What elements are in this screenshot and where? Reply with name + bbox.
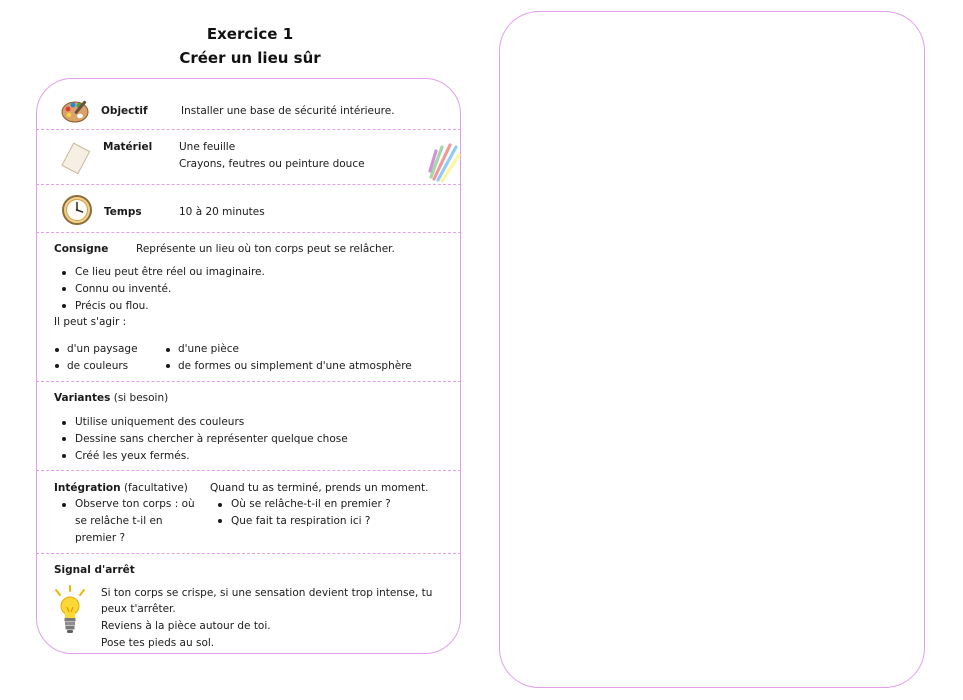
integration-heading bbox=[54, 480, 188, 497]
list-item: Où se relâche-t-il en premier ? bbox=[211, 496, 391, 513]
consigne-col-2 bbox=[165, 341, 412, 375]
consigne-intro: Il peut s'agir : bbox=[54, 316, 127, 328]
list-item: d'un paysage bbox=[54, 341, 138, 358]
list-item: Créé les yeux fermés. bbox=[55, 448, 348, 465]
divider bbox=[36, 129, 461, 130]
objectif-text: Installer une base de sécurité intérieure. bbox=[181, 105, 395, 117]
palette-icon bbox=[61, 98, 93, 124]
clock-icon bbox=[61, 194, 93, 226]
list-item: Connu ou inventé. bbox=[55, 281, 265, 298]
paper-icon bbox=[61, 142, 93, 176]
divider bbox=[36, 184, 461, 185]
signal-label: Signal d'arrêt bbox=[54, 564, 135, 576]
integration-label: Intégration bbox=[54, 482, 121, 494]
signal-line-4: Pose tes pieds au sol. bbox=[101, 637, 215, 649]
integration-left-line-2: se relâche t-il en bbox=[75, 514, 163, 527]
list-item: de couleurs bbox=[54, 358, 138, 375]
divider bbox=[36, 470, 461, 471]
divider bbox=[36, 232, 461, 233]
consigne-bullets bbox=[55, 264, 265, 314]
materiel-line-2: Crayons, feutres ou peinture douce bbox=[179, 158, 365, 170]
variantes-bullets bbox=[55, 414, 348, 464]
empty-drawing-card bbox=[499, 11, 925, 688]
integration-intro: Quand tu as terminé, prends un moment. bbox=[210, 482, 429, 494]
signal-line-2: peux t'arrêter. bbox=[101, 603, 176, 615]
list-item: Que fait ta respiration ici ? bbox=[211, 513, 391, 530]
materiel-label: Matériel bbox=[103, 141, 153, 153]
integration-left-bullet bbox=[55, 496, 195, 546]
integration-left-line-1: Observe ton corps : où bbox=[75, 498, 195, 510]
variantes-note: (si besoin) bbox=[113, 392, 169, 404]
variantes-heading bbox=[54, 390, 168, 407]
integration-left-line-3: premier ? bbox=[75, 531, 126, 544]
variantes-label: Variantes bbox=[54, 392, 111, 404]
consigne-col-1 bbox=[54, 341, 138, 375]
list-item: Utilise uniquement des couleurs bbox=[55, 414, 348, 431]
consigne-text: Représente un lieu où ton corps peut se relâcher. bbox=[136, 243, 395, 255]
list-item: d'une pièce bbox=[165, 341, 412, 358]
list-item: Ce lieu peut être réel ou imaginaire. bbox=[55, 264, 265, 281]
list-item: Précis ou flou. bbox=[55, 298, 265, 315]
exercise-number: Exercice 1 bbox=[206, 25, 294, 43]
lightbulb-icon bbox=[53, 585, 87, 637]
list-item: de formes ou simplement d'une atmosphère bbox=[165, 358, 412, 375]
page-title: Créer un lieu sûr bbox=[179, 49, 321, 67]
signal-line-3: Reviens à la pièce autour de toi. bbox=[101, 620, 271, 632]
temps-label: Temps bbox=[104, 206, 142, 218]
list-item: Dessine sans chercher à représenter quelque chose bbox=[55, 431, 348, 448]
materiel-line-1: Une feuille bbox=[179, 141, 236, 153]
list-item bbox=[55, 496, 195, 546]
objectif-label: Objectif bbox=[101, 105, 148, 117]
consigne-label: Consigne bbox=[54, 243, 109, 255]
signal-line-1: Si ton corps se crispe, si une sensation devient trop intense, tu bbox=[101, 587, 433, 599]
colored-pencils-icon bbox=[428, 141, 462, 183]
temps-text: 10 à 20 minutes bbox=[179, 206, 265, 218]
integration-note: (facultative) bbox=[123, 482, 188, 494]
divider bbox=[36, 381, 461, 382]
divider bbox=[36, 553, 461, 554]
integration-right-bullets bbox=[211, 496, 391, 530]
